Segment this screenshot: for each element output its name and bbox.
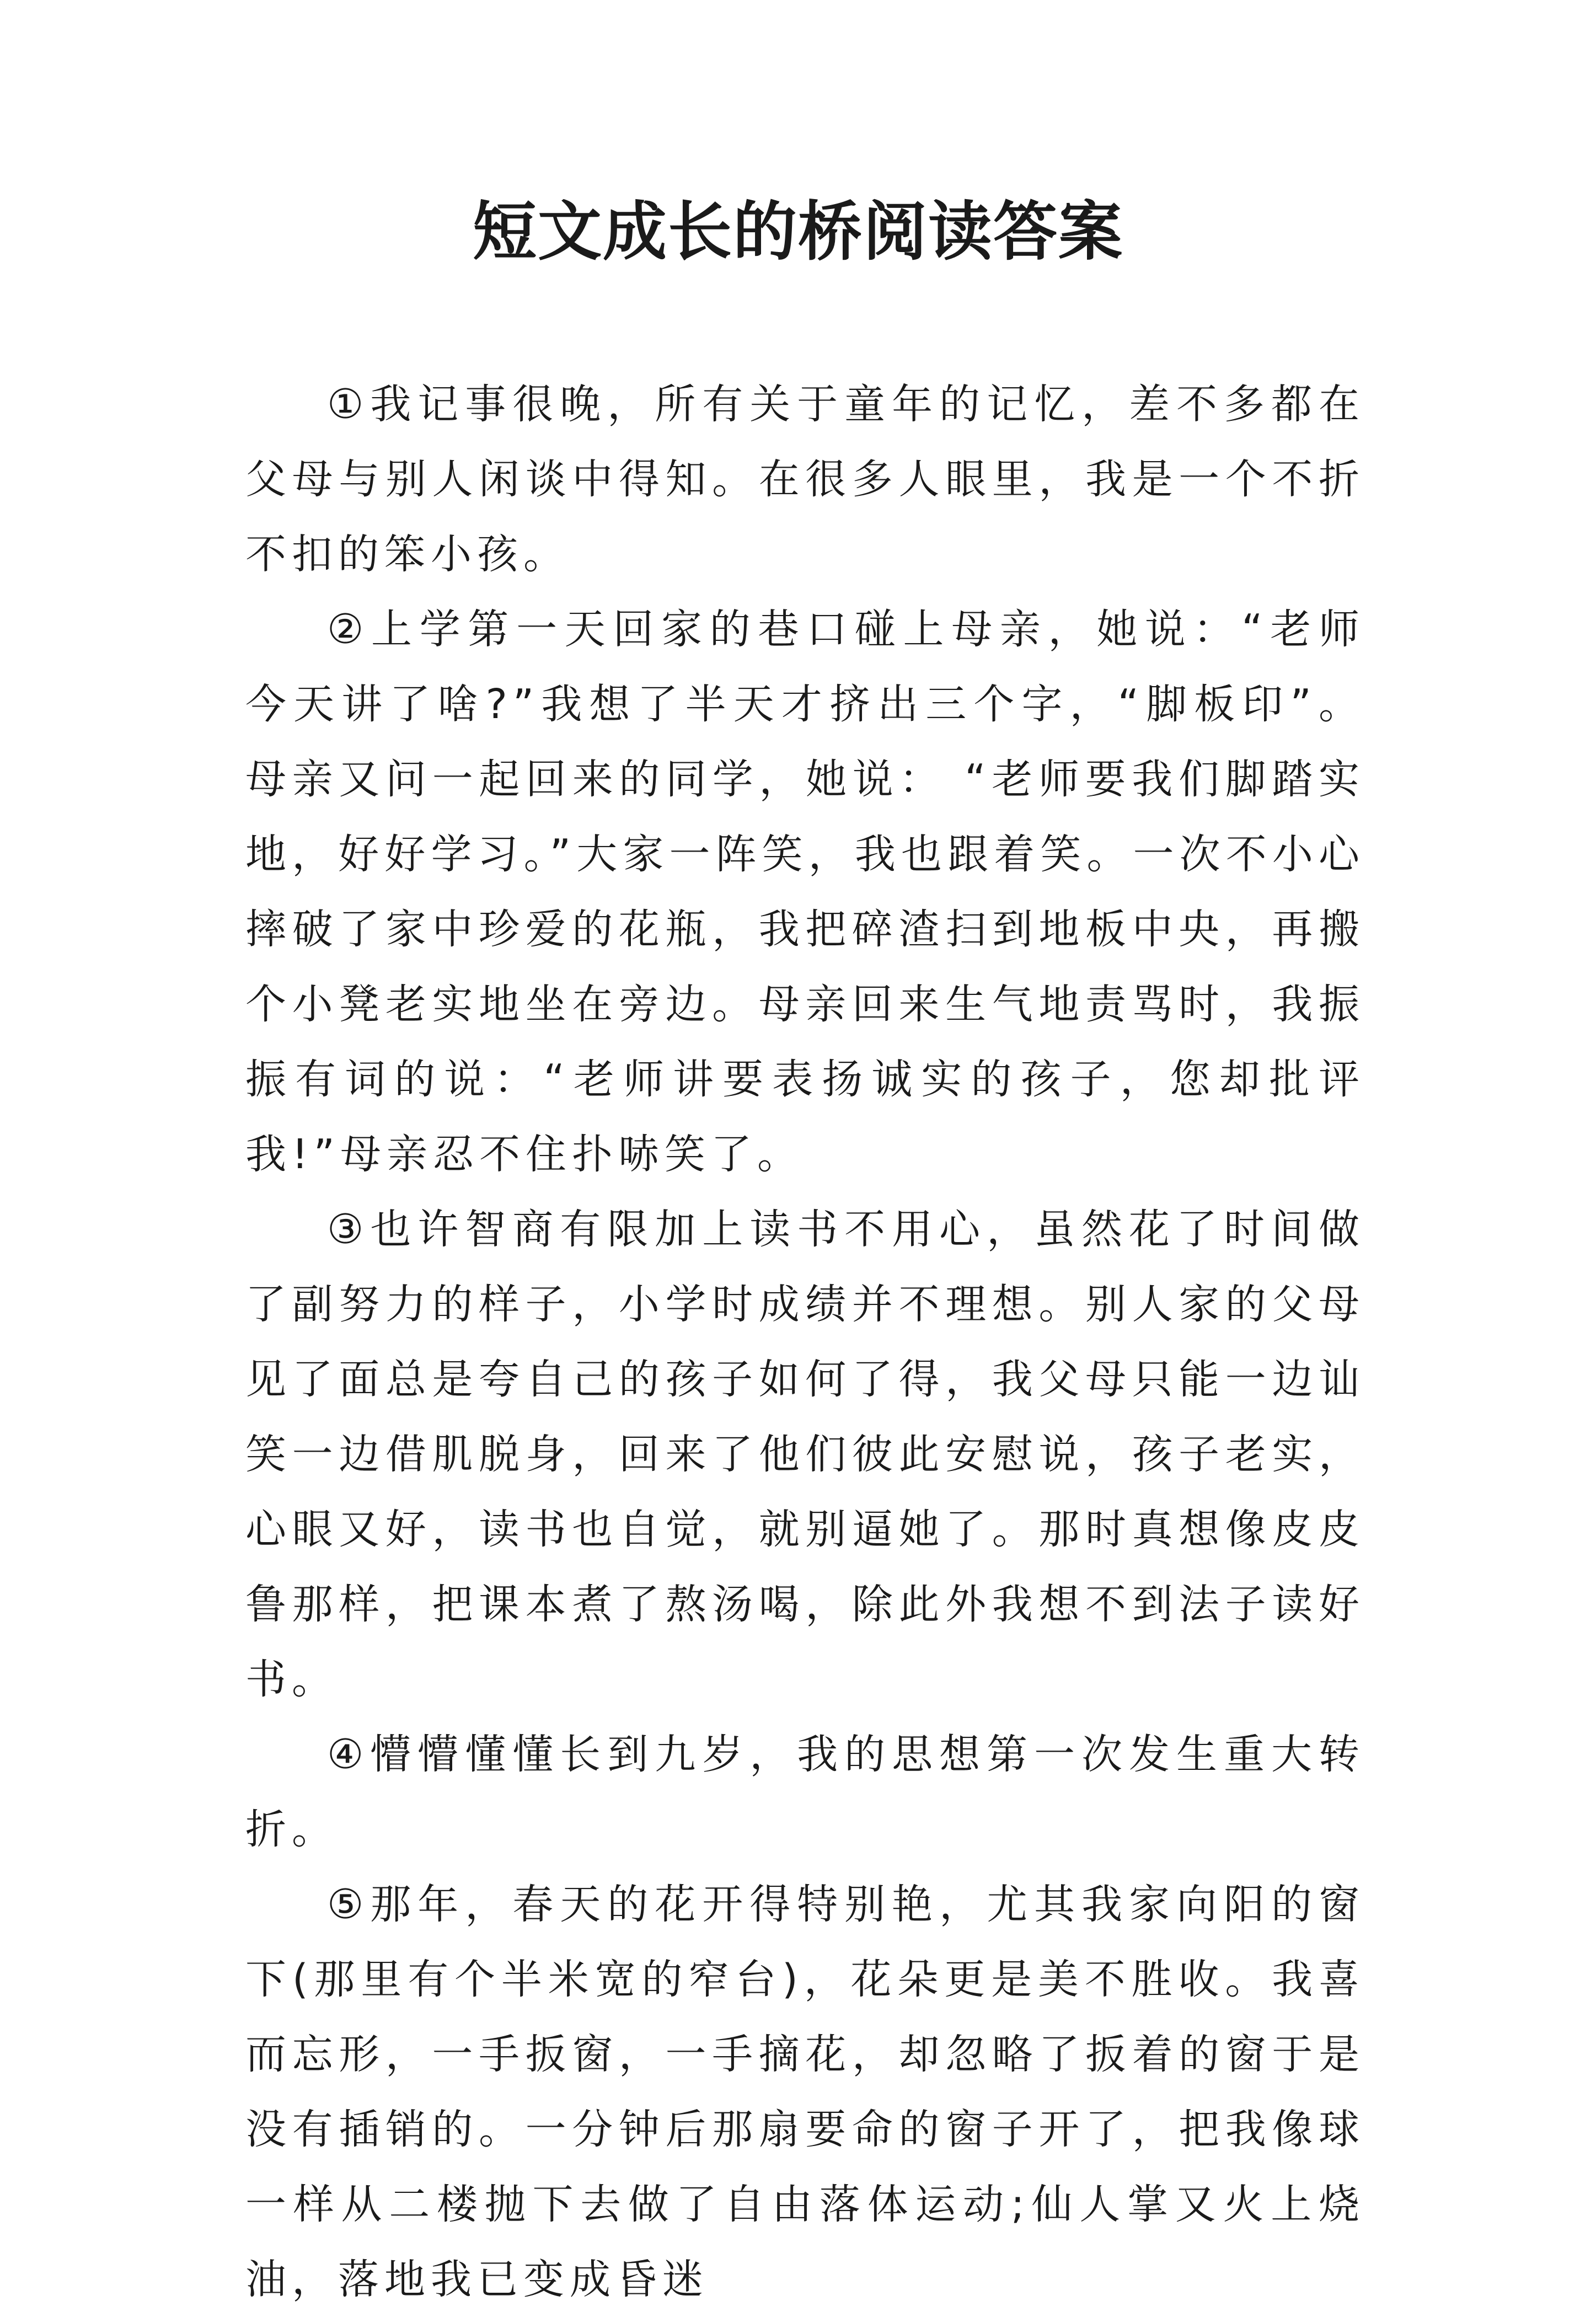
- paragraph-1: ①我记事很晚，所有关于童年的记忆，差不多都在父母与别人闲谈中得知。在很多人眼里，我是一个不折不扣的笨小孩。: [245, 381, 1365, 578]
- document-body: [245, 367, 1365, 2317]
- paragraph-3: ③也许智商有限加上读书不用心，虽然花了时间做了副努力的样子，小学时成绩并不理想。别人家的父母见了面总是夸自己的孩子如何了得，我父母只能一边讪笑一边借肌脱身，回来了他们彼此安慰说，孩子老实，心眼又好，读书也自觉，就别逼她了。那时真想像皮皮鲁那样，把课本煮了熬汤喝，除此外我想不到法子读好书。: [245, 1206, 1365, 1703]
- paragraph-2: ②上学第一天回家的巷口碰上母亲，她说：“老师今天讲了啥?”我想了半天才挤出三个字，“脚板印”。母亲又问一起回来的同学，她说： “老师要我们脚踏实地，好好学习。”大家一阵笑，我也跟着笑。一次不小心摔破了家中珍爱的花瓶，我把碎渣扫到地板中央，再搬个小凳老实地坐在旁边。母亲回来生气地责骂时，我振振有词的说：“老师讲要表扬诚实的孩子，您却批评 我!”母亲忍不住扑哧笑了。: [245, 606, 1365, 1178]
- document-title: 短文成长的桥阅读答案: [473, 194, 1123, 269]
- paragraph-5: ⑤那年，春天的花开得特别艳，尤其我家向阳的窗下(那里有个半米宽的窄台)，花朵更是美不胜收。我喜而忘形，一手扳窗，一手摘花，却忽略了扳着的窗于是没有插销的。一分钟后那扇要命的窗子开了，把我像球一样从二楼抛下去做了自由落体运动;仙人掌又火上烧油，落地我已变成昏迷: [245, 1881, 1365, 2303]
- paragraph-4: ④懵懵懂懂长到九岁，我的思想第一次发生重大转折。: [245, 1731, 1365, 1853]
